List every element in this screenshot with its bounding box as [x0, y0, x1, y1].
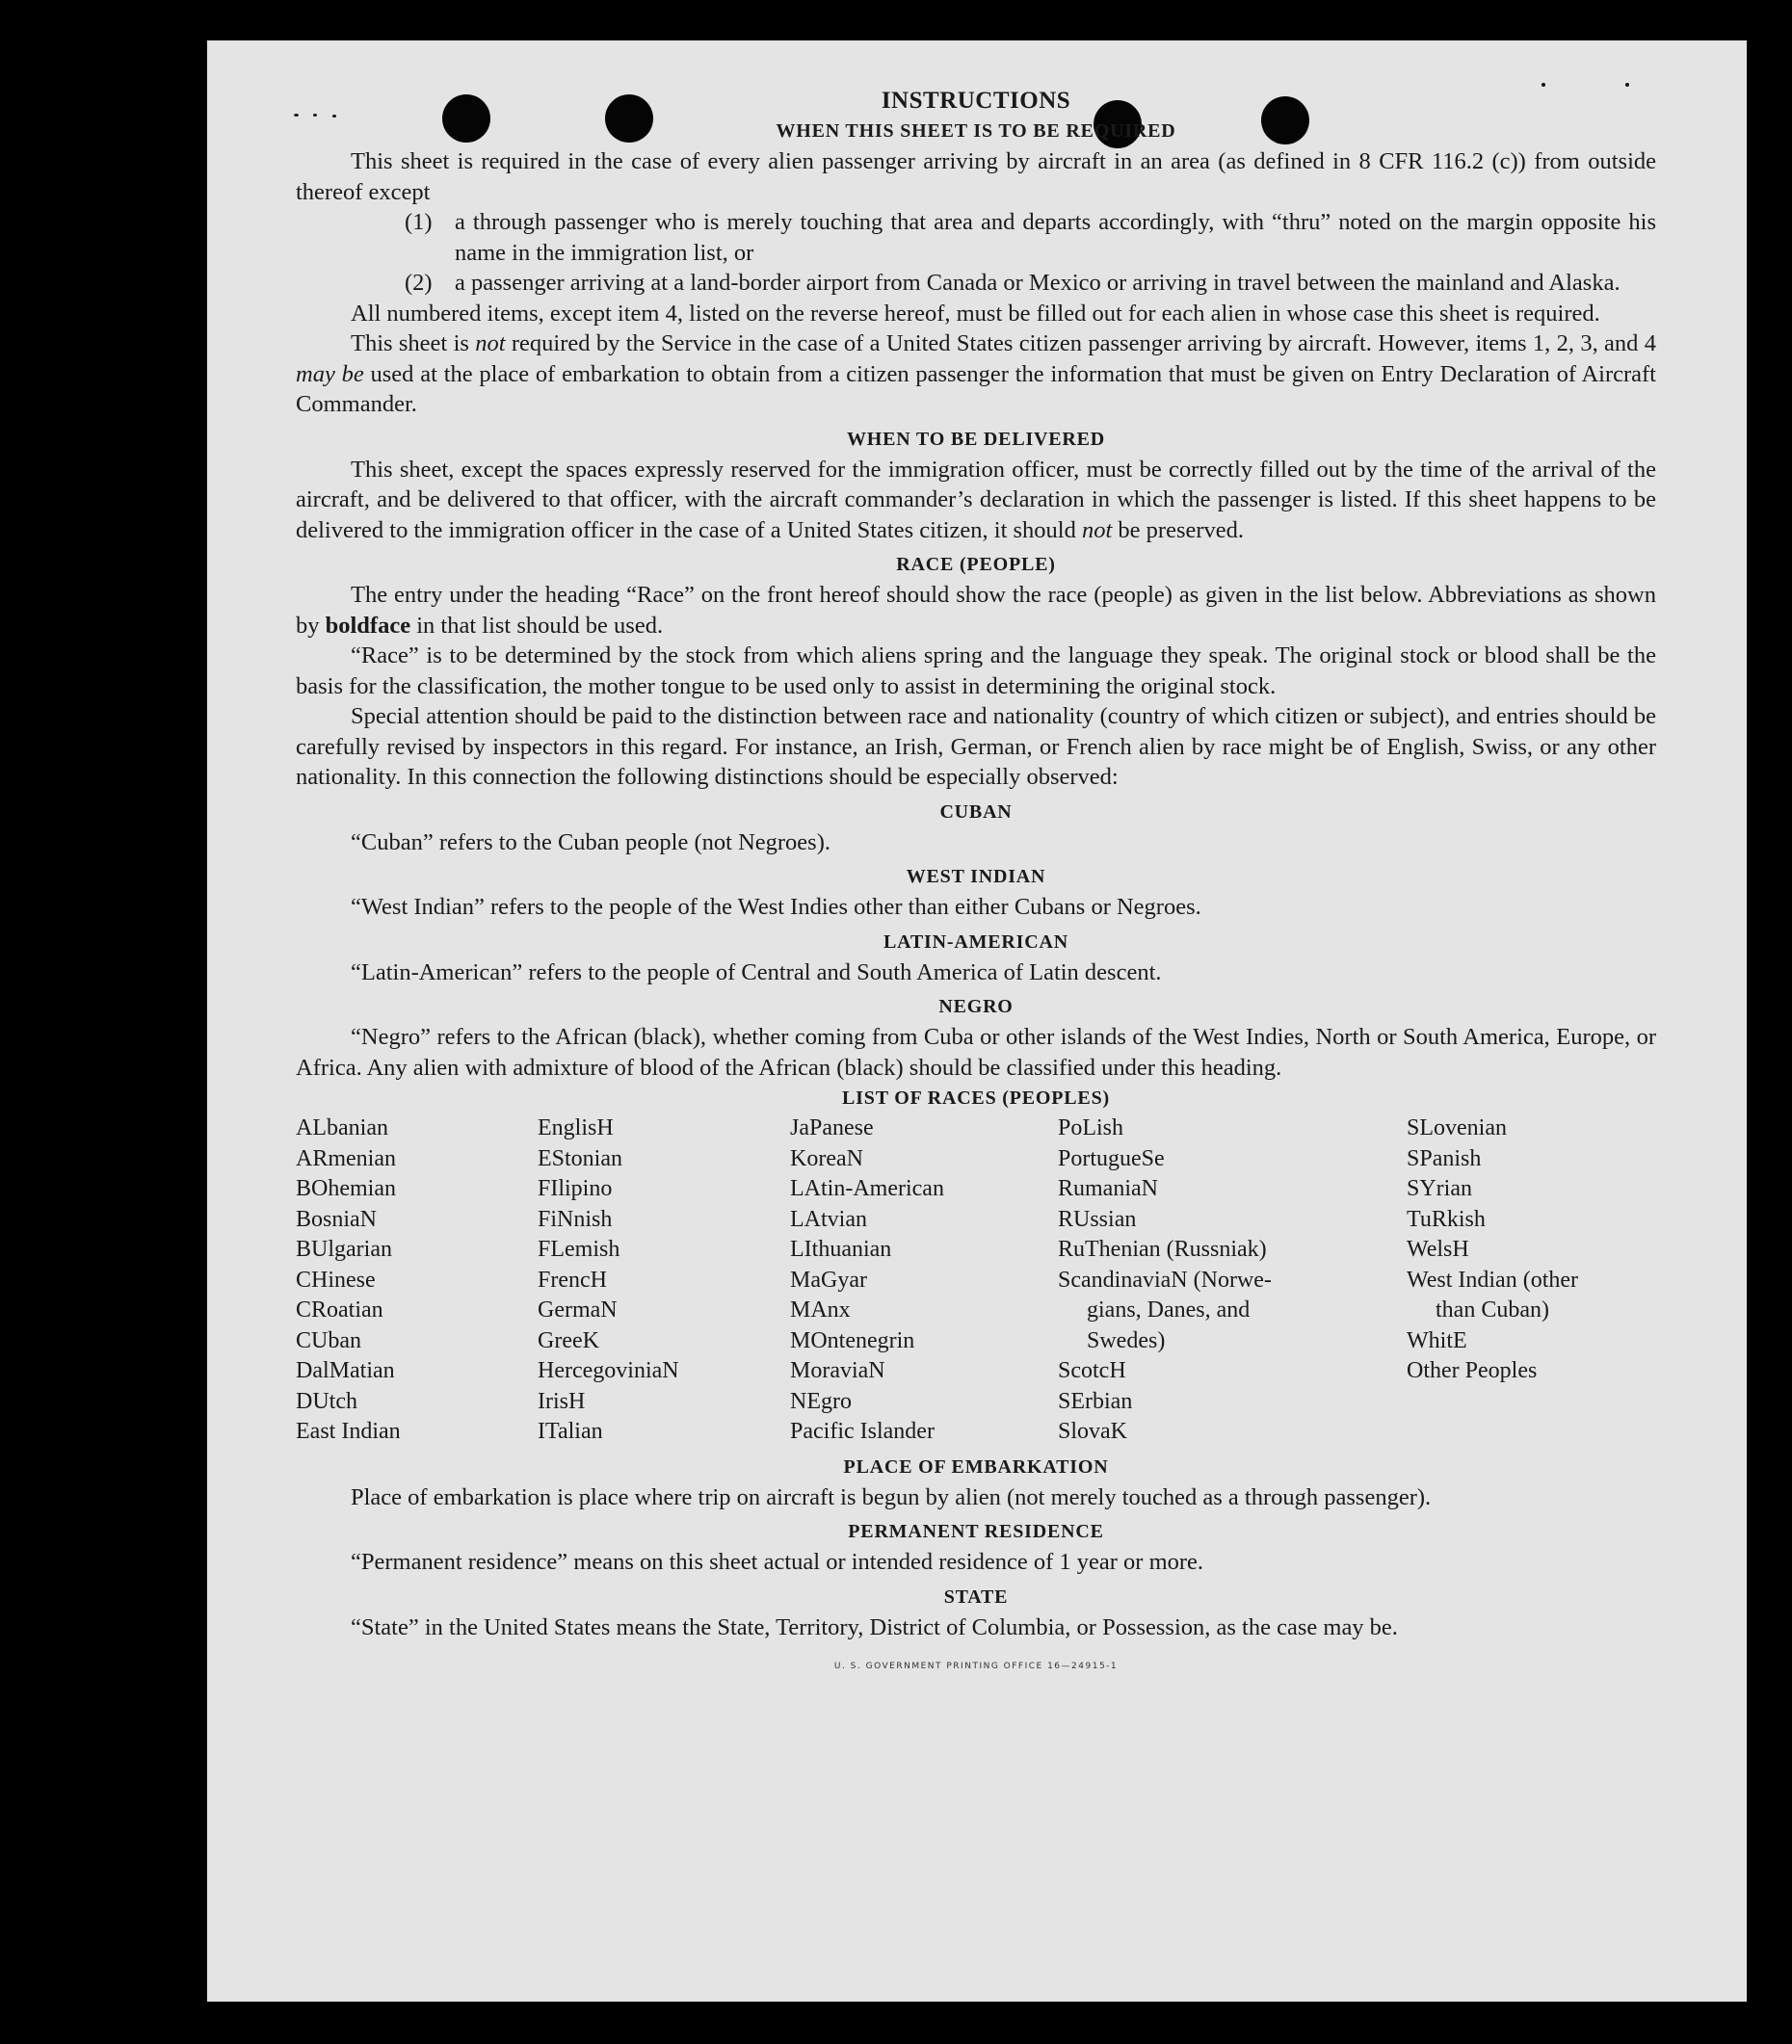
state-paragraph: “State” in the United States means the State, Territory, District of Columbia, or Possession, as the case may be. [351, 1613, 1398, 1640]
printer-imprint: U. S. GOVERNMENT PRINTING OFFICE 16—24915-1 [833, 1662, 1119, 1671]
race-entry-continued: than Cuban) [1436, 1297, 1549, 1323]
race-entry: DalMatian [296, 1358, 395, 1383]
emphasis: not [475, 330, 506, 356]
race-entry: East Indian [296, 1419, 401, 1444]
race-entry: WhitE [1407, 1327, 1467, 1353]
race-entry: DUtch [296, 1388, 357, 1414]
race-entry: ARmenian [296, 1145, 396, 1171]
instructions-content [296, 85, 1656, 1683]
race-entry-continued: gians, Danes, and [1087, 1297, 1251, 1323]
race-entry: NEgro [790, 1388, 852, 1414]
section-heading-state: STATE [943, 1585, 1009, 1608]
document-page [207, 40, 1747, 2002]
race-entry: ScandinaviaN (Norwe- [1058, 1267, 1272, 1293]
section-heading-delivered: WHEN TO BE DELIVERED [846, 428, 1106, 450]
race-entry: WelsH [1407, 1237, 1469, 1262]
item-number: (1) [405, 209, 433, 235]
race-entry: CRoatian [296, 1297, 383, 1323]
delivered-paragraph [296, 455, 1656, 546]
race-entry: PoLish [1058, 1115, 1124, 1140]
west-indian-paragraph: “West Indian” refers to the people of the West Indies other than either Cubans or Negroes. [351, 894, 1201, 920]
citizen-paragraph [296, 328, 1656, 420]
item-text: a passenger arriving at a land-border airport from Canada or Mexico or arriving in travel between the mainland and Alaska. [455, 270, 1621, 296]
text-segment: be preserved. [1112, 516, 1245, 543]
negro-paragraph: “Negro” refers to the African (black), whether coming from Cuba or other islands of the West Indies, North or South America, Europe, or Africa. Any alien with admixture of blood of the African (black) should be classified under this heading. [296, 1024, 1656, 1081]
text-segment: in that list should be used. [410, 612, 664, 639]
race-entry: EnglisH [538, 1115, 614, 1140]
races-column-4 [1058, 1114, 1407, 1448]
emphasis: not [1081, 516, 1113, 543]
race-entry: GreeK [538, 1327, 599, 1353]
race-entry: JaPanese [790, 1115, 874, 1140]
race-entry: IrisH [538, 1388, 586, 1414]
cuban-paragraph: “Cuban” refers to the Cuban people (not Negroes). [351, 828, 830, 855]
exception-item-2 [296, 268, 1656, 299]
race-entry: ITalian [538, 1419, 603, 1444]
race-entry: SlovaK [1058, 1419, 1127, 1444]
section-heading-west-indian: WEST INDIAN [906, 866, 1046, 887]
race-entry: GermaN [538, 1297, 618, 1323]
race-entry: MoraviaN [790, 1358, 885, 1383]
race-entry: Pacific Islander [790, 1419, 935, 1444]
section-heading-negro: NEGRO [938, 996, 1014, 1017]
race-entry: CHinese [296, 1267, 376, 1293]
latin-american-paragraph: “Latin-American” refers to the people of Central and South America of Latin descent. [351, 958, 1162, 985]
race-entry: EStonian [538, 1145, 622, 1171]
race-entry: West Indian (other [1407, 1267, 1579, 1293]
intro-paragraph: This sheet is required in the case of every alien passenger arriving by aircraft in an area (as defined in 8 CFR 116.2 (c)) from outside thereof except [296, 148, 1656, 205]
item-text: a through passenger who is merely touching that area and departs accordingly, with “thru” noted on the margin opposite his name in the immigration list, or [455, 209, 1656, 266]
race-entry-continued: Swedes) [1087, 1327, 1166, 1353]
text-segment: used at the place of embarkation to obtain from a citizen passenger the information that must be given on Entry Declaration of Aircraft Commander. [296, 360, 1656, 417]
section-heading-required: WHEN THIS SHEET IS TO BE REQUIRED [776, 120, 1176, 142]
text-segment: This sheet, except the spaces expressly reserved for the immigration officer, must be correctly filled out by the time of the arrival of the aircraft, and be delivered to that officer, with the aircraft commander’s declaration in which the passenger is listed. If this sheet happens to be delivered to the immigration officer in the case of a United States citizen, it should [296, 456, 1656, 543]
section-heading-cuban: CUBAN [939, 800, 1013, 823]
race-entry: MOntenegrin [790, 1327, 915, 1353]
race-entry: RuThenian (Russniak) [1058, 1237, 1267, 1262]
race-entry: MAnx [790, 1297, 851, 1323]
race-entry: PortugueSe [1058, 1145, 1165, 1171]
race-paragraph-1 [296, 580, 1656, 641]
race-entry: BosniaN [296, 1206, 377, 1232]
emphasis: may be [296, 360, 364, 387]
race-entry: BUlgarian [296, 1237, 392, 1262]
race-paragraph-3: Special attention should be paid to the distinction between race and nationality (country of which citizen or subject), and entries should be carefully revised by inspectors in this regard. For instance, an Irish, German, or French alien by race might be of English, Swiss, or any other nationality. In this connection the following distinctions should be especially observed: [296, 703, 1656, 790]
race-entry: TuRkish [1407, 1206, 1486, 1232]
races-column-2 [538, 1114, 790, 1448]
section-heading-race: RACE (PEOPLE) [896, 554, 1056, 575]
race-entry: CUban [296, 1327, 361, 1353]
page-title: INSTRUCTIONS [881, 88, 1071, 114]
races-list [296, 1114, 1656, 1448]
race-paragraph-2: “Race” is to be determined by the stock from which aliens spring and the language they speak. The original stock or blood shall be the basis for the classification, the mother tongue to be used only to assist in determining the original stock. [296, 642, 1656, 699]
race-entry: SErbian [1058, 1388, 1133, 1414]
races-column-5 [1407, 1114, 1656, 1448]
race-entry: MaGyar [790, 1267, 867, 1293]
race-entry: LAtin-American [790, 1176, 944, 1201]
section-heading-latin-american: LATIN-AMERICAN [883, 930, 1068, 953]
race-entry: Other Peoples [1407, 1358, 1538, 1383]
text-segment: This sheet is [351, 330, 476, 356]
race-entry: FiNnish [538, 1206, 613, 1232]
race-entry: ALbanian [296, 1115, 388, 1140]
race-entry: RumaniaN [1058, 1176, 1158, 1201]
race-entry: SLovenian [1407, 1115, 1507, 1140]
text-segment: The entry under the heading “Race” on the front hereof should show the race (people) as given in the list below. Abbreviations as shown by [296, 582, 1656, 639]
item-number: (2) [405, 270, 433, 296]
section-heading-races-list: LIST OF RACES (PEOPLES) [842, 1088, 1110, 1109]
race-entry: LIthuanian [790, 1237, 892, 1262]
race-entry: ScotcH [1058, 1358, 1126, 1383]
section-heading-embarkation: PLACE OF EMBARKATION [843, 1455, 1109, 1478]
races-column-1 [296, 1114, 538, 1448]
race-entry: SPanish [1407, 1145, 1482, 1171]
text-segment: required by the Service in the case of a United States citizen passenger arriving by aircraft. However, items 1, 2, 3, and 4 [505, 330, 1656, 356]
race-entry: FrencH [538, 1267, 607, 1293]
race-entry: BOhemian [296, 1176, 396, 1201]
races-column-3 [790, 1114, 1058, 1448]
exception-item-1 [296, 207, 1656, 268]
race-entry: KoreaN [790, 1145, 863, 1171]
race-entry: HercegoviniaN [538, 1358, 679, 1383]
residence-paragraph: “Permanent residence” means on this sheet actual or intended residence of 1 year or more. [351, 1549, 1204, 1575]
race-entry: LAtvian [790, 1206, 867, 1232]
race-entry: FLemish [538, 1237, 620, 1262]
race-entry: SYrian [1407, 1176, 1472, 1201]
section-heading-residence: PERMANENT RESIDENCE [848, 1521, 1104, 1542]
numbered-items-paragraph: All numbered items, except item 4, listed on the reverse hereof, must be filled out for each alien in whose case this sheet is required. [351, 300, 1600, 327]
race-entry: FIlipino [538, 1176, 613, 1201]
embarkation-paragraph: Place of embarkation is place where trip on aircraft is begun by alien (not merely touched as a through passenger). [351, 1483, 1432, 1510]
race-entry: RUssian [1058, 1206, 1137, 1232]
bold-text: boldface [325, 612, 411, 639]
